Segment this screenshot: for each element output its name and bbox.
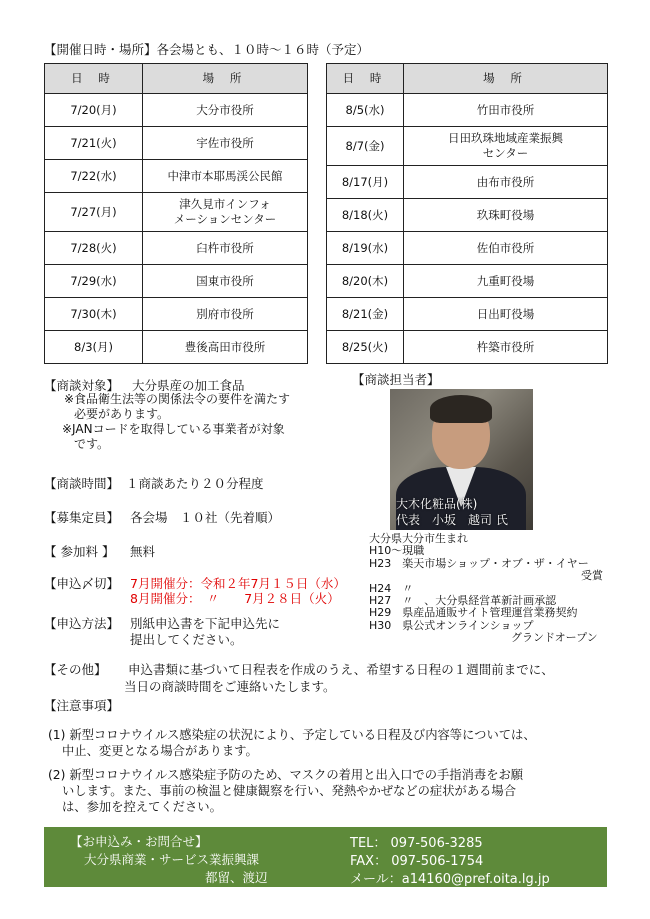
table-row	[45, 298, 308, 331]
table-row	[45, 127, 308, 160]
date-header: 日 時	[327, 64, 404, 94]
place-header: 場 所	[143, 64, 308, 94]
bio-line: 大分県大分市生まれ	[369, 532, 468, 545]
place-header: 場 所	[404, 64, 608, 94]
date-cell: 7/21(火)	[45, 127, 143, 160]
place-cell: 玖珠町役場	[404, 199, 608, 232]
table-row	[45, 265, 308, 298]
bio-line: H24 〃	[369, 581, 414, 595]
place-cell: 杵築市役所	[404, 331, 608, 364]
bio-line: グランドオープン	[511, 631, 598, 645]
capacity-label: 【募集定員】	[44, 510, 120, 525]
place-cell: 中津市本耶馬渓公民館	[143, 160, 308, 193]
other-line-1: 申込書類に基づいて日程表を作成のうえ、希望する日程の１週間前までに、	[128, 662, 554, 677]
caution-item-2: (2) 新型コロナウイルス感染症予防のため、マスクの着用と出入口での手指消毒をお願 いします。また、事前の検温と健康観察を行い、発熱やかぜなどの症状がある場合 は、参加を控えてください。	[48, 768, 524, 814]
contact-dept: 大分県商業・サービス業振興課	[84, 852, 260, 867]
table-row	[45, 160, 308, 193]
photo-caption-company: 大木化粧品(株)	[396, 497, 478, 511]
place-cell: 国東市役所	[143, 265, 308, 298]
bio-line: 受賞	[581, 569, 603, 583]
method-line-1: 別紙申込書を下記申込先に	[130, 616, 281, 631]
bio-line: H27 〃 、大分県経営革新計画承認	[369, 593, 557, 607]
meeting-time-value: １商談あたり２０分程度	[126, 476, 264, 491]
date-cell: 8/5(水)	[327, 94, 404, 127]
photo-caption-name: 代表 小坂 越司 氏	[396, 513, 508, 527]
schedule-table-right	[326, 63, 608, 364]
date-header: 日 時	[45, 64, 143, 94]
table-row	[327, 265, 608, 298]
bio-line: H29 県産品通販サイト管理運営業務契約	[369, 606, 578, 620]
contact-mail[interactable]: メール：a14160@pref.oita.lg.jp	[350, 872, 550, 887]
method-line-2: 提出してください。	[130, 632, 243, 647]
date-cell: 8/7(金)	[327, 127, 404, 166]
date-cell: 7/20(月)	[45, 94, 143, 127]
date-cell: 8/19(水)	[327, 232, 404, 265]
table-row	[45, 94, 308, 127]
place-cell: 竹田市役所	[404, 94, 608, 127]
place-cell: 由布市役所	[404, 166, 608, 199]
schedule-table-left	[44, 63, 308, 364]
date-cell: 8/18(火)	[327, 199, 404, 232]
other-label: 【その他】	[44, 662, 107, 677]
fee-value: 無料	[130, 544, 156, 559]
bio-line: H10～現職	[369, 544, 425, 558]
date-cell: 7/28(火)	[45, 232, 143, 265]
bio-line: H30 県公式オンラインショップ	[369, 618, 534, 632]
table-row	[45, 193, 308, 232]
place-cell: 日田玖珠地域産業振興 センター	[404, 127, 608, 166]
capacity-value: 各会場 １０社（先着順）	[130, 510, 281, 525]
table-row	[327, 331, 608, 364]
table-row	[327, 166, 608, 199]
deadline-label: 【申込〆切】	[44, 576, 120, 591]
date-cell: 8/3(月)	[45, 331, 143, 364]
table-row	[45, 232, 308, 265]
date-cell: 8/21(金)	[327, 298, 404, 331]
table-row	[327, 94, 608, 127]
place-cell: 豊後高田市役所	[143, 331, 308, 364]
date-cell: 8/20(木)	[327, 265, 404, 298]
table-row	[327, 199, 608, 232]
deadline-line-1: 7月開催分：令和２年7月１５日（水）	[130, 576, 346, 591]
method-label: 【申込方法】	[44, 616, 120, 631]
bio-line: H23 楽天市場ショップ・オブ・ザ・イヤー	[369, 556, 589, 570]
contact-footer	[44, 827, 607, 887]
date-cell: 7/22(水)	[45, 160, 143, 193]
place-cell: 臼杵市役所	[143, 232, 308, 265]
table-row	[327, 298, 608, 331]
target-label: 【商談対象】	[44, 378, 120, 393]
caution-item-1: (1) 新型コロナウイルス感染症の状況により、予定している日程及び内容等については、 中止、変更となる場合があります。	[48, 728, 536, 758]
place-cell: 佐伯市役所	[404, 232, 608, 265]
contact-persons: 都留、渡辺	[205, 870, 268, 885]
date-cell: 7/27(月)	[45, 193, 143, 232]
place-cell: 津久見市インフォ メーションセンター	[143, 193, 308, 232]
target-value: 大分県産の加工食品	[132, 378, 245, 393]
other-line-2: 当日の商談時間をご連絡いたします。	[124, 679, 336, 694]
deadline-line-2: 8月開催分： 〃 7月２８日（火）	[130, 591, 340, 606]
fee-label: 【 参加料 】	[44, 544, 115, 559]
place-cell: 別府市役所	[143, 298, 308, 331]
table-row	[45, 331, 308, 364]
caution-label: 【注意事項】	[44, 698, 120, 713]
schedule-title: 【開催日時・場所】各会場とも、１０時～１６時（予定）	[44, 42, 370, 57]
staff-bio	[369, 533, 603, 645]
meeting-time-label: 【商談時間】	[44, 476, 120, 491]
contact-fax: FAX： 097-506-1754	[350, 854, 484, 869]
place-cell: 九重町役場	[404, 265, 608, 298]
date-cell: 8/25(火)	[327, 331, 404, 364]
contact-header: 【お申込み・お問合せ】	[70, 834, 208, 849]
date-cell: 7/29(水)	[45, 265, 143, 298]
staff-label: 【商談担当者】	[352, 372, 440, 387]
target-note-2: ※JANコードを取得している事業者が対象 です。	[62, 422, 285, 451]
date-cell: 8/17(月)	[327, 166, 404, 199]
contact-tel[interactable]: TEL： 097-506-3285	[350, 836, 483, 851]
target-note-1: ※食品衛生法等の関係法令の要件を満たす 必要があります。	[64, 392, 291, 421]
table-row	[327, 127, 608, 166]
date-cell: 7/30(木)	[45, 298, 143, 331]
table-row	[327, 232, 608, 265]
staff-photo	[390, 389, 533, 530]
place-cell: 大分市役所	[143, 94, 308, 127]
place-cell: 日出町役場	[404, 298, 608, 331]
place-cell: 宇佐市役所	[143, 127, 308, 160]
